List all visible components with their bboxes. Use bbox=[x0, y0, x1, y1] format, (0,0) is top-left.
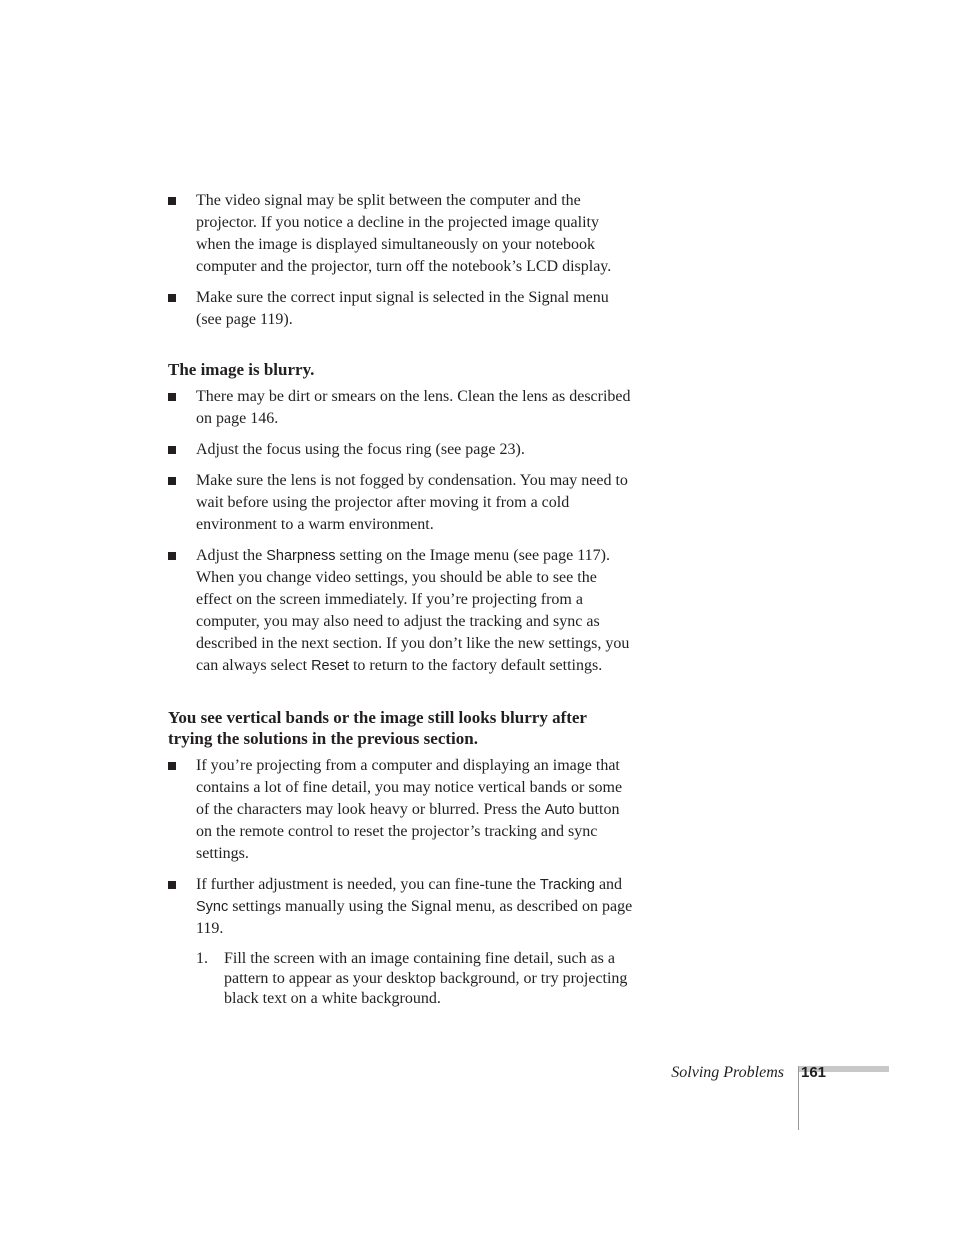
bullet-text-part: If you’re projecting from a computer and displaying an image that contains a lot of fine detail, you may notice vertical bands or some of the characters may look heavy or blurred. Press the bbox=[196, 757, 623, 818]
footer-rule bbox=[798, 1066, 799, 1130]
list-item bbox=[168, 470, 634, 536]
step-text: Fill the screen with an image containing fine detail, such as a pattern to appear as your desktop background, or try projecting black text on a white background. bbox=[224, 950, 628, 1007]
bullet-square-icon bbox=[168, 762, 176, 770]
bullet-text-part: Adjust the bbox=[196, 547, 267, 564]
ui-term-reset: Reset bbox=[311, 658, 349, 674]
footer-section-title: Solving Problems bbox=[671, 1064, 784, 1081]
bullet-square-icon bbox=[168, 446, 176, 454]
section-heading-blurry: The image is blurry. bbox=[168, 360, 315, 379]
bullet-square-icon bbox=[168, 881, 176, 889]
bullet-text-part: settings manually using the Signal menu, as described on page 119. bbox=[196, 898, 633, 937]
bullet-text-part: to return to the factory default settings. bbox=[348, 657, 603, 674]
bullet-square-icon bbox=[168, 477, 176, 485]
bullet-square-icon bbox=[168, 393, 176, 401]
bullet-text-part: If further adjustment is needed, you can fine-tune the bbox=[196, 876, 540, 893]
bullet-text: There may be dirt or smears on the lens. Clean the lens as described on page 146. bbox=[196, 388, 631, 427]
list-item bbox=[168, 386, 634, 430]
bullet-square-icon bbox=[168, 552, 176, 560]
bullet-text-part: and bbox=[594, 876, 623, 893]
bullet-square-icon bbox=[168, 294, 176, 302]
list-item bbox=[168, 874, 634, 940]
numbered-step bbox=[168, 949, 634, 1009]
ui-term-sync: Sync bbox=[196, 899, 229, 915]
list-item bbox=[168, 287, 634, 331]
bullet-square-icon bbox=[168, 197, 176, 205]
list-item bbox=[168, 190, 634, 278]
bullet-text-part: button on the remote control to reset the projector’s tracking and sync settings. bbox=[196, 801, 620, 862]
ui-term-auto: Auto bbox=[544, 802, 575, 818]
section-heading-vertical-bands: You see vertical bands or the image still looks blurry after trying the solutions in the previous section. bbox=[168, 708, 587, 748]
bullet-text-part: setting on the Image menu (see page 117). When you change video settings, you should be able to see the effect on the screen immediately. If you’re projecting from a computer, you may also need to adjust the tracking and sync as described in the next section. If you don’t like the new settings, you can always select bbox=[196, 547, 630, 674]
list-item bbox=[168, 755, 634, 865]
ui-term-tracking: Tracking bbox=[539, 877, 595, 893]
bullet-text: Make sure the correct input signal is selected in the Signal menu (see page 119). bbox=[196, 289, 609, 328]
bullet-text: Adjust the focus using the focus ring (see page 23). bbox=[196, 441, 525, 458]
bullet-text: The video signal may be split between the computer and the projector. If you notice a decline in the projected image quality when the image is displayed simultaneously on your notebook computer and the projector, turn off the notebook’s LCD display. bbox=[196, 192, 612, 275]
bullet-text: Make sure the lens is not fogged by condensation. You may need to wait before using the projector after moving it from a cold environment to a warm environment. bbox=[196, 472, 628, 533]
step-number: 1. bbox=[196, 950, 208, 967]
page-content bbox=[168, 190, 634, 1009]
ui-term-sharpness: Sharpness bbox=[266, 548, 336, 564]
page-number: 161 bbox=[801, 1064, 827, 1081]
list-item bbox=[168, 439, 634, 461]
list-item bbox=[168, 545, 634, 677]
